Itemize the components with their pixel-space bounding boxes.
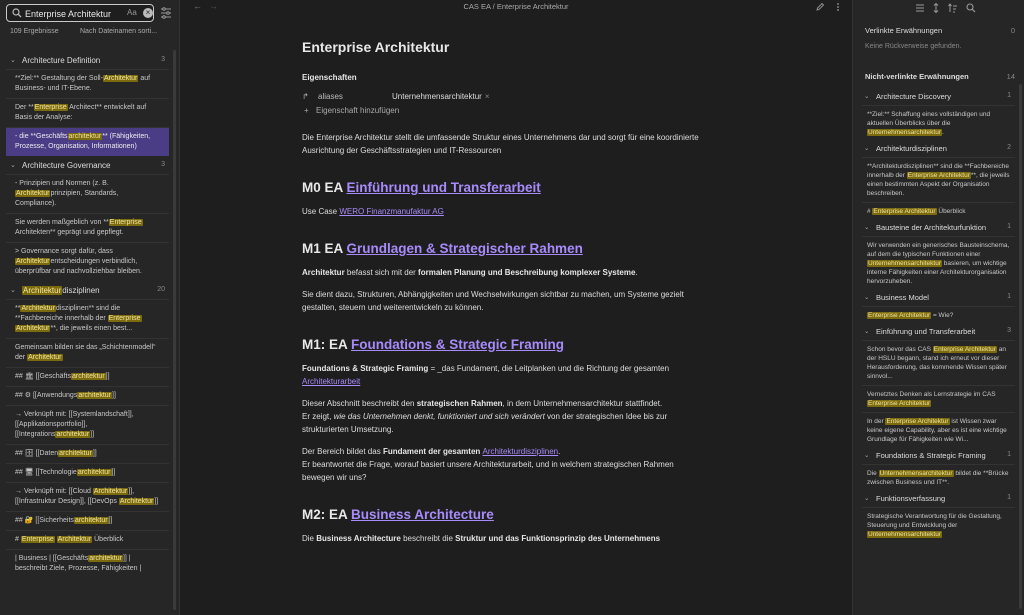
snippet-text: Die: [867, 470, 879, 477]
mention-count: 1: [1007, 451, 1011, 458]
backlinks-toolbar: [853, 0, 1024, 18]
match-highlight: Architektur: [16, 190, 50, 197]
scrollbar[interactable]: [1019, 84, 1022, 609]
heading-m1: [302, 240, 702, 257]
text: Der Bereich bildet das: [302, 447, 383, 456]
snippet-text: ]] | beschreibt Ziele, Prozesse, Fähigkeiten |: [15, 555, 142, 572]
match-highlight: Enterprise: [34, 104, 67, 111]
chevron-down-icon[interactable]: ⌄: [864, 93, 870, 100]
sort-icon[interactable]: [948, 3, 958, 13]
list-icon[interactable]: [915, 3, 925, 13]
result-group-title: [22, 161, 111, 170]
add-property-label: Eigenschaft hinzufügen: [316, 106, 400, 115]
snippet-text: Schon bevor das CAS: [867, 346, 933, 353]
search-result-snippet[interactable]: [6, 530, 169, 549]
snippet-text: → Verknüpft mit: [[Systemlandschaft]], [[Applikationsportfolio]], [[Integrations: [15, 411, 134, 438]
text: = _das Fundament, die Leitplanken und die Richtung der gesamten: [428, 364, 670, 373]
no-backlinks-text: Keine Rückverweise gefunden.: [865, 43, 962, 50]
heading-m0: [302, 179, 702, 196]
mention-group-title: Architecture Discovery: [876, 92, 952, 101]
text-bold: Struktur und das Funktionsprinzip des Unternehmens: [455, 534, 661, 543]
snippet-text: ## 🖥 [[Technologie: [15, 469, 77, 476]
filter-icon[interactable]: [159, 6, 173, 20]
breadcrumb: [181, 2, 851, 11]
snippet-text: disziplinen: [62, 286, 100, 295]
properties-heading: Eigenschaften: [302, 73, 357, 82]
inline-link[interactable]: Architekturdisziplinen: [482, 447, 559, 456]
search-result-snippet[interactable]: [6, 299, 169, 338]
mention-group-title: Einführung und Transferarbeit: [876, 327, 976, 336]
back-arrow-icon[interactable]: ←: [193, 1, 202, 11]
search-result-snippet[interactable]: [6, 367, 169, 386]
arrow-icon: ↱: [302, 92, 309, 101]
search-result-snippet[interactable]: [6, 174, 169, 213]
snippet-text: Architecture Governance: [22, 161, 111, 170]
match-highlight: Enterprise Architektur: [933, 346, 996, 353]
search-panel: [0, 0, 180, 615]
snippet-text: entscheidungen verbindlich, überprüfbar und nachvollziehbar bleiben.: [15, 258, 142, 275]
heading-link[interactable]: Einführung und Transferarbeit: [346, 180, 541, 195]
mention-group-title: Bausteine der Architekturfunktion: [876, 223, 987, 232]
chevron-down-icon[interactable]: ⌄: [864, 495, 870, 502]
linked-mentions-count: 0: [1010, 26, 1015, 35]
mention-snippet[interactable]: [862, 412, 1015, 448]
search-result-snippet[interactable]: [6, 463, 169, 482]
heading-link[interactable]: Grundlagen & Strategischer Rahmen: [346, 241, 583, 256]
chevron-down-icon[interactable]: ⌄: [864, 294, 870, 301]
snippet-text: basieren, um wichtige interne Fähigkeiten einer Architekturorganisation hervorzuheben.: [867, 260, 1007, 285]
chevron-down-icon[interactable]: ⌄: [864, 328, 870, 335]
match-highlight: Enterprise Architektur: [907, 172, 970, 179]
text: Die: [302, 534, 317, 543]
result-group-title: [22, 286, 100, 295]
search-box[interactable]: [6, 4, 154, 22]
text: , in dem Unternehmensarchitektur stattfindet.: [502, 399, 663, 408]
mention-snippet[interactable]: [862, 236, 1015, 290]
mention-count: 1: [1007, 92, 1011, 99]
match-highlight: Enterprise: [21, 536, 54, 543]
snippet-text: ## 🏛 [[Geschäfts: [15, 373, 71, 380]
snippet-text: **Architekturdisziplinen** sind die **Fachbereiche innerhalb der: [867, 163, 1009, 179]
match-highlight: architektur: [89, 555, 122, 562]
text: Er beantwortet die Frage, worauf basiert unsere Architekturarbeit, und in welchem strategischen Rahmen bewegen wir uns?: [302, 460, 674, 482]
snippet-text: Architecture Definition: [22, 56, 101, 65]
unlinked-mentions-header[interactable]: [865, 72, 1015, 81]
snippet-text: > Governance sorgt dafür, dass: [15, 248, 113, 255]
heading-m2: [302, 506, 702, 523]
paragraph: Architektur befasst sich mit der formalen Planung und Beschreibung komplexer Systeme.: [302, 268, 638, 277]
property-value-text: Unternehmensarchitektur: [392, 92, 482, 101]
mention-snippet[interactable]: [862, 464, 1015, 491]
breadcrumb-folder[interactable]: CAS EA: [463, 2, 491, 11]
snippet-text: Überblick: [92, 536, 124, 543]
more-icon[interactable]: [833, 2, 843, 12]
text: Er zeigt,: [302, 412, 334, 421]
snippet-text: ]]: [108, 517, 113, 524]
page-title: Enterprise Architektur: [302, 39, 450, 55]
result-group-header[interactable]: [6, 156, 169, 174]
backlinks-panel: [852, 0, 1024, 615]
match-highlight: Enterprise Architektur: [873, 208, 936, 215]
editor-pane: [181, 0, 851, 615]
text: Use Case: [302, 207, 340, 216]
match-highlight: Enterprise: [109, 219, 142, 226]
sort-dropdown[interactable]: Nach Dateinamen sorti...: [80, 28, 158, 35]
snippet-text: ]]: [154, 498, 159, 505]
text-bold: Business Architecture: [316, 534, 401, 543]
linked-mentions-header[interactable]: [865, 26, 1015, 35]
search-result-snippet[interactable]: [6, 386, 169, 405]
paragraph: [302, 362, 702, 388]
match-highlight: architektur: [71, 373, 105, 380]
paragraph: Sie dient dazu, Strukturen, Abhängigkeiten und Wechselwirkungen sichtbar zu machen, um Systeme gezielt gestalten, steuern und weiterentwickeln zu können.: [302, 290, 684, 312]
snippet-text: .: [941, 129, 944, 136]
snippet-text: ]]: [90, 431, 95, 438]
snippet-text: Der **: [15, 104, 34, 111]
match-highlight: Architektur: [16, 325, 50, 332]
snippet-text: ]], [[Infrastruktur Design]], [[DevOps: [15, 488, 135, 505]
snippet-text: ist Wissen zwar keine eigene Capability, aber es ist eine wichtige Grundlage für Fähigkeiten wie Wi...: [867, 418, 1007, 443]
paragraph: [302, 532, 702, 545]
snippet-text: Vernetztes Denken als Lernstrategie im CAS: [867, 391, 996, 398]
snippet-text: **: [15, 305, 21, 312]
match-highlight: architektur: [77, 469, 111, 476]
heading-link[interactable]: Business Architecture: [351, 507, 494, 522]
text-bold: Architektur: [302, 268, 345, 277]
intro-paragraph: Die Enterprise Architektur stellt die umfassende Struktur eines Unternehmens dar und sorgt für eine koordinierte Ausrichtung der Geschäftsstrategien und IT-Ressourcen: [302, 133, 699, 155]
match-highlight: Enterprise Architektur: [886, 418, 949, 425]
unlinked-mention-groups: [862, 89, 1015, 543]
editor-header: [181, 0, 851, 14]
clear-icon[interactable]: ×: [143, 8, 153, 18]
chevron-down-icon[interactable]: ⌄: [864, 224, 870, 231]
mention-snippet[interactable]: [862, 340, 1015, 385]
match-highlight: Architektur: [93, 488, 128, 495]
search-icon: [12, 8, 22, 18]
inline-link[interactable]: Architekturarbeit: [302, 377, 361, 386]
search-result-snippet[interactable]: [6, 444, 169, 463]
search-result-snippet[interactable]: [6, 98, 169, 127]
result-count: 3: [161, 56, 165, 63]
text-bold: strategischen Rahmen: [416, 399, 503, 408]
search-result-snippet[interactable]: [6, 482, 169, 511]
snippet-text: Architekten** geprägt und gepflegt.: [15, 229, 124, 236]
mention-group-title: Foundations & Strategic Framing: [876, 451, 986, 460]
chevron-down-icon[interactable]: ⌄: [864, 145, 870, 152]
snippet-text: Überblick: [936, 208, 966, 215]
mention-count: 1: [1007, 494, 1011, 501]
snippet-text: bildet die **Brücke zwischen Business und IT**.: [867, 470, 1009, 486]
snippet-text: disziplinen** sind die **Fachbereiche innerhalb der: [15, 305, 121, 322]
snippet-text: ## 🗄 [[Daten: [15, 450, 59, 457]
mention-group-header[interactable]: [862, 220, 1015, 236]
chevron-down-icon[interactable]: ⌄: [10, 162, 16, 169]
snippet-text: - Prinzipien und Normen (z. B.: [15, 180, 109, 187]
mention-group-header[interactable]: [862, 324, 1015, 340]
snippet-text: Strategische Verantwortung für die Gestaltung, Steuerung und Entwicklung der: [867, 513, 1002, 529]
remove-value-icon[interactable]: ×: [484, 92, 490, 101]
text-bold: Foundations & Strategic Framing: [302, 364, 429, 373]
search-results: [6, 51, 169, 578]
mention-group-header[interactable]: [862, 491, 1015, 507]
snippet-text: #: [867, 208, 873, 215]
results-count: 109 Ergebnisse: [10, 28, 59, 35]
snippet-text: Sie werden maßgeblich von **: [15, 219, 109, 226]
mention-snippet[interactable]: [862, 202, 1015, 220]
search-result-snippet[interactable]: [6, 338, 169, 367]
match-highlight: architektur: [78, 392, 112, 399]
mention-group-header[interactable]: [862, 141, 1015, 157]
match-case-toggle[interactable]: Aa: [127, 8, 137, 17]
result-group-header[interactable]: [6, 51, 169, 69]
text: Dieser Abschnitt beschreibt den: [302, 399, 417, 408]
match-highlight: Unternehmensarchitektur: [868, 129, 941, 136]
breadcrumb-separator: /: [492, 2, 495, 11]
mention-snippet[interactable]: [862, 385, 1015, 412]
paragraph: [302, 397, 702, 436]
search-result-snippet[interactable]: [6, 511, 169, 530]
match-highlight: Architektur: [16, 258, 50, 265]
snippet-text: Architect** entwickelt auf Basis der Analyse:: [15, 104, 147, 121]
mention-group-title: Business Model: [876, 293, 929, 302]
snippet-text: ]]: [92, 450, 97, 457]
match-highlight: Enterprise Architektur: [868, 400, 931, 407]
snippet-text: | Business | [[Geschäfts: [15, 555, 89, 562]
heading-prefix: M1 EA: [302, 241, 347, 256]
search-result-snippet[interactable]: [6, 69, 169, 98]
snippet-text: = Wie?: [931, 312, 954, 319]
chevron-down-icon[interactable]: ⌄: [10, 57, 16, 64]
match-highlight: Architektur: [57, 536, 92, 543]
document: [302, 38, 702, 554]
mention-snippet[interactable]: [862, 157, 1015, 202]
snippet-text: **Ziel:** Gestaltung der Soll-: [15, 75, 103, 82]
search-input[interactable]: [25, 7, 115, 20]
plus-icon: +: [304, 106, 309, 115]
result-count: 3: [161, 161, 165, 168]
text-bold: Fundament der gesamten: [382, 447, 483, 456]
search-icon[interactable]: [966, 3, 976, 13]
result-group-header[interactable]: [6, 281, 169, 299]
mention-group-header[interactable]: [862, 290, 1015, 306]
snippet-text: ]]: [112, 392, 116, 399]
mention-count: 3: [1007, 327, 1011, 334]
match-highlight: Architektur: [28, 354, 62, 361]
mention-snippet[interactable]: [862, 507, 1015, 543]
property-row: [302, 90, 702, 104]
mention-group-header[interactable]: [862, 448, 1015, 464]
snippet-text: ## 🔐 [[Sicherheits: [15, 517, 74, 524]
mention-snippet[interactable]: [862, 306, 1015, 324]
snippet-text: **Ziel:** Schaffung eines vollständigen und aktuellen Überblicks über die: [867, 111, 991, 127]
match-highlight: Architektur: [103, 75, 138, 82]
mention-snippet[interactable]: [862, 105, 1015, 141]
match-highlight: Architektur: [119, 498, 154, 505]
search-result-snippet[interactable]: [6, 549, 169, 578]
heading-prefix: M2: EA: [302, 507, 352, 522]
search-result-snippet[interactable]: [6, 127, 169, 156]
snippet-text: #: [15, 536, 21, 543]
results-stats: [10, 28, 175, 35]
match-highlight: Unternehmensarchitektur: [879, 470, 953, 477]
match-highlight: architektur: [74, 517, 108, 524]
add-property-button[interactable]: [302, 104, 702, 118]
text-italic: wie das Unternehmen denkt, funktioniert und sich verändert: [333, 412, 545, 421]
result-group-title: [22, 56, 100, 65]
snippet-text: Gemeinsam bilden sie das „Schichtenmodell“ der: [15, 344, 156, 361]
forward-arrow-icon[interactable]: →: [209, 1, 218, 11]
search-result-snippet[interactable]: [6, 213, 169, 242]
match-highlight: Unternehmensarchitektur: [868, 531, 941, 538]
search-result-snippet[interactable]: [6, 405, 169, 444]
match-highlight: Architektur: [23, 286, 62, 295]
heading-link[interactable]: Foundations & Strategic Framing: [351, 337, 565, 352]
scrollbar[interactable]: [173, 50, 176, 610]
match-highlight: architektur: [68, 133, 102, 140]
heading-m1-en: [302, 336, 702, 353]
mention-count: 2: [1007, 144, 1011, 151]
paragraph: [302, 205, 702, 218]
breadcrumb-page[interactable]: Enterprise Architektur: [496, 2, 569, 11]
use-case-link[interactable]: WERO Finanzmanufaktur AG: [339, 207, 444, 216]
chevron-down-icon[interactable]: ⌄: [10, 287, 16, 294]
match-highlight: Enterprise: [108, 315, 141, 322]
snippet-text: Wir verwenden ein generisches Bausteinschema, auf dem die typischen Funktionen einer: [867, 242, 1010, 258]
snippet-text: - die **Geschäfts: [15, 133, 68, 140]
match-highlight: Unternehmensarchitektur: [868, 260, 941, 267]
match-highlight: Architektur: [21, 305, 55, 312]
unlinked-mentions-title: Nicht-verlinkte Erwähnungen: [865, 72, 969, 81]
paragraph: Der Bereich bildet das Fundament der gesamten Architekturdisziplinen. Er beantwortet die Frage, worauf basiert unsere Architekturarbeit, und in welchem strategischen Rahmen bewegen wir uns?: [302, 447, 674, 482]
mention-group-title: Funktionsverfassung: [876, 494, 946, 503]
snippet-text: → Verknüpft mit: [[Cloud: [15, 488, 93, 495]
property-key[interactable]: aliases: [318, 92, 343, 101]
text-bold: formalen Planung und Beschreibung komplexer Systeme: [418, 268, 636, 277]
match-highlight: architektur: [59, 450, 92, 457]
expand-icon[interactable]: [931, 3, 941, 13]
mention-group-title: Architekturdisziplinen: [876, 144, 947, 153]
snippet-text: prinzipien, Standards, Compliance).: [15, 190, 119, 207]
snippet-text: ]]: [111, 469, 116, 476]
snippet-text: **, die jeweils einen best...: [50, 325, 133, 332]
snippet-text: In der: [867, 418, 886, 425]
text: von der strategischen Idee bis zur strukturierten Umsetzung.: [302, 412, 668, 434]
match-highlight: architektur: [56, 431, 90, 438]
chevron-down-icon[interactable]: ⌄: [864, 452, 870, 459]
text: beschreibt die: [400, 534, 456, 543]
search-result-snippet[interactable]: [6, 242, 169, 281]
snippet-text: an der HSLU begann, stand ich erneut vor dieser Herausforderung, das kommende Wissen später sinnvol...: [867, 346, 1007, 380]
property-value[interactable]: [392, 90, 490, 103]
linked-mentions-title: Verlinkte Erwähnungen: [865, 26, 943, 35]
heading-prefix: M0 EA: [302, 180, 347, 195]
edit-icon[interactable]: [815, 2, 825, 12]
mention-count: 1: [1007, 223, 1011, 230]
match-highlight: Enterprise Architektur: [868, 312, 931, 319]
snippet-text: ## ⚙ [[Anwendungs: [15, 392, 78, 399]
mention-group-header[interactable]: [862, 89, 1015, 105]
text: befasst sich mit der: [344, 268, 419, 277]
snippet-text: ** (Fähigkeiten, Prozesse, Organisation, Informationen): [15, 133, 151, 150]
unlinked-mentions-count: 14: [1006, 72, 1015, 81]
result-count: 20: [157, 286, 165, 293]
snippet-text: auf Business- und IT-Ebene.: [15, 75, 151, 92]
mention-count: 1: [1007, 293, 1011, 300]
snippet-text: **, die jeweils einen bestimmten Aspekt der Organisation beschreiben.: [867, 172, 1010, 197]
heading-prefix: M1: EA: [302, 337, 352, 352]
snippet-text: ]]: [105, 373, 110, 380]
